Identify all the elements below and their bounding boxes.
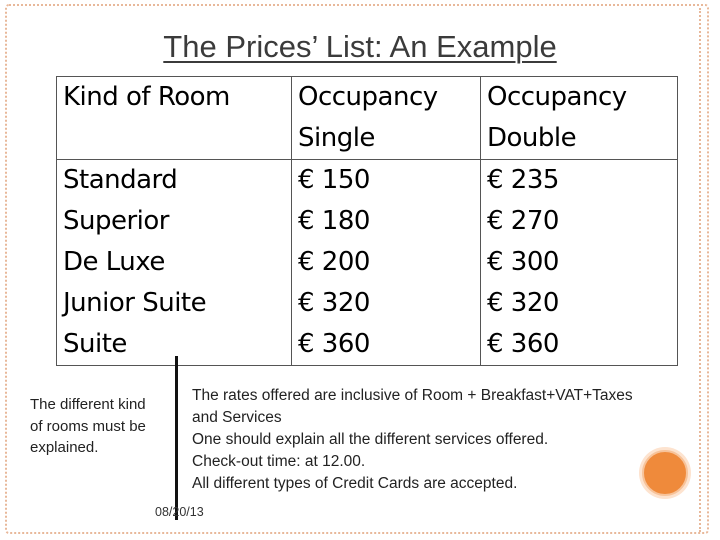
note-line: Check-out time: at 12.00.: [192, 453, 366, 470]
single-price: € 360: [298, 329, 370, 359]
double-price: € 300: [487, 247, 559, 277]
double-price: € 270: [487, 206, 559, 236]
vertical-divider: [175, 356, 178, 520]
room-kind: Superior: [63, 206, 169, 236]
note-line: The rates offered are inclusive of Room + Breakfast+VAT+Taxes: [192, 387, 633, 404]
double-prices-cell: [481, 160, 678, 366]
room-kinds-note: The different kind of rooms must be explained.: [30, 396, 146, 456]
header-kind-of-room: [57, 77, 292, 160]
note-line: One should explain all the different services offered.: [192, 431, 549, 448]
room-kind: Suite: [63, 329, 127, 359]
header-line: Occupancy: [298, 82, 438, 112]
single-price: € 200: [298, 247, 370, 277]
double-price: € 360: [487, 329, 559, 359]
header-line: Double: [487, 123, 577, 153]
header-line: Occupancy: [487, 82, 627, 112]
single-price: € 320: [298, 288, 370, 318]
header-line: Kind of Room: [63, 82, 230, 112]
single-prices-cell: [292, 160, 481, 366]
single-price: € 150: [298, 165, 370, 195]
room-kind: Standard: [63, 165, 178, 195]
double-price: € 320: [487, 288, 559, 318]
room-kind: Junior Suite: [63, 288, 207, 318]
room-kinds-cell: [57, 160, 292, 366]
header-line: Single: [298, 123, 375, 153]
prices-table: [56, 76, 678, 366]
double-price: € 235: [487, 165, 559, 195]
table-header-row: [57, 77, 678, 160]
slide-title: The Prices’ List: An Example: [163, 29, 557, 64]
single-price: € 180: [298, 206, 370, 236]
footer-date: 08/20/13: [155, 505, 204, 519]
rates-notes: [192, 385, 712, 495]
note-line: and Services: [192, 409, 282, 426]
table-body-row: [57, 160, 678, 366]
note-line: All different types of Credit Cards are accepted.: [192, 475, 518, 492]
room-kind: De Luxe: [63, 247, 165, 277]
header-occupancy-double: [481, 77, 678, 160]
header-occupancy-single: [292, 77, 481, 160]
